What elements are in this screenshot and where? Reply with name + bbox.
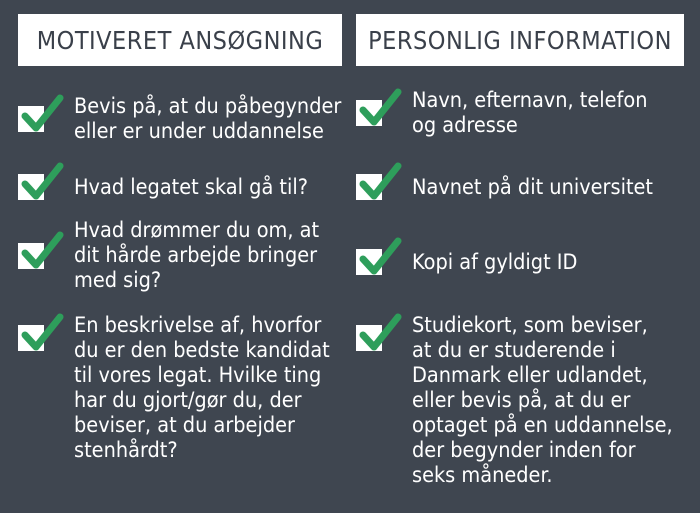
list-item xyxy=(18,313,330,463)
checkmark-icon xyxy=(22,313,66,355)
item-line: Danmark eller udlandet, xyxy=(412,363,648,388)
header-motiveret-ansogning xyxy=(18,14,342,66)
item-text xyxy=(412,175,653,200)
checkbox xyxy=(18,106,44,132)
checkbox xyxy=(356,325,382,351)
list-item xyxy=(18,94,341,144)
item-line: beviser, at du arbejder xyxy=(74,413,295,438)
item-line: eller er under uddannelse xyxy=(74,119,324,144)
header-title-left: MOTIVERET ANSØGNING xyxy=(36,25,324,55)
item-line: Hvad legatet skal gå til? xyxy=(74,174,309,200)
list-item xyxy=(356,88,647,138)
item-text xyxy=(74,94,341,144)
item-line: stenhårdt? xyxy=(74,438,178,463)
header-title-right: PERSONLIG INFORMATION xyxy=(368,25,672,55)
item-line: har du gjort/gør du, der xyxy=(74,388,302,413)
item-line: eller bevis på, at du er xyxy=(412,388,631,413)
item-line: En beskrivelse af, hvorfor xyxy=(74,313,322,338)
item-line: med sig? xyxy=(74,268,162,293)
list-item xyxy=(356,174,653,200)
checkbox xyxy=(356,100,382,126)
item-line: at du er studerende i xyxy=(412,338,616,363)
item-line: Navnet på dit universitet xyxy=(412,174,654,200)
checkmark-icon xyxy=(22,162,66,204)
item-line: optaget på en uddannelse, xyxy=(412,413,673,438)
checkbox xyxy=(18,325,44,351)
item-line: du er den bedste kandidat xyxy=(74,338,330,363)
checkbox xyxy=(18,174,44,200)
item-text xyxy=(74,175,308,200)
checkbox xyxy=(18,243,44,269)
list-item xyxy=(18,218,319,293)
item-line: til vores legat. Hvilke ting xyxy=(74,363,322,388)
item-text xyxy=(412,250,577,275)
item-line: Kopi af gyldigt ID xyxy=(412,249,578,275)
list-item xyxy=(356,313,673,488)
checkmark-icon xyxy=(22,231,66,273)
list-item xyxy=(356,249,577,275)
checkbox xyxy=(356,174,382,200)
item-line: Navn, efternavn, telefon xyxy=(412,88,648,113)
checkmark-icon xyxy=(360,162,404,204)
checkmark-icon xyxy=(360,313,404,355)
header-personlig-information xyxy=(356,14,684,66)
item-line: og adresse xyxy=(412,113,518,138)
item-line: der begynder inden for xyxy=(412,438,636,463)
checkbox xyxy=(356,249,382,275)
checkmark-icon xyxy=(360,88,404,130)
item-text xyxy=(412,88,647,138)
item-line: Bevis på, at du påbegynder xyxy=(74,94,342,119)
item-text xyxy=(412,313,673,488)
list-item xyxy=(18,174,308,200)
checkmark-icon xyxy=(360,237,404,279)
item-line: Hvad drømmer du om, at xyxy=(74,218,320,243)
checkmark-icon xyxy=(22,94,66,136)
item-text xyxy=(74,218,319,293)
item-text xyxy=(74,313,330,463)
item-line: Studiekort, som beviser, xyxy=(412,313,648,338)
item-line: seks måneder. xyxy=(412,463,553,488)
item-line: dit hårde arbejde bringer xyxy=(74,243,318,268)
